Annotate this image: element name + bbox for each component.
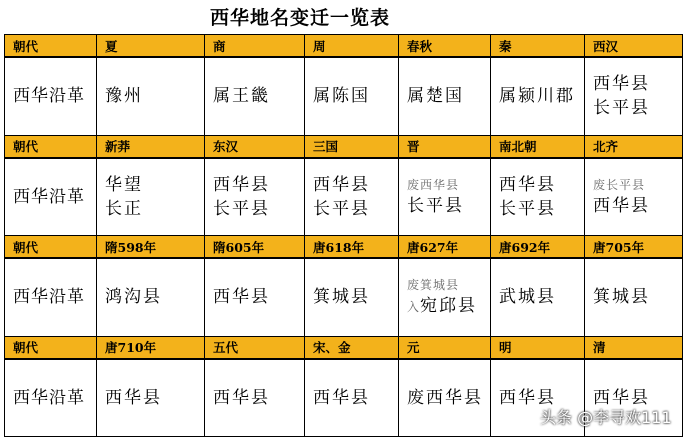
period-header-cell: 唐710年 — [97, 336, 205, 359]
header-row — [5, 35, 683, 58]
place-name-cell — [205, 258, 305, 336]
evolution-row — [5, 57, 683, 135]
body-label-cell: 西华沿革 — [5, 359, 97, 437]
row-label-cell: 朝代 — [5, 35, 97, 58]
place-name-text: 长平县 — [499, 198, 556, 219]
place-name-text: 属楚国 — [407, 86, 464, 107]
period-header-cell: 周 — [305, 35, 399, 58]
place-name-line — [313, 386, 398, 410]
place-name-cell — [585, 258, 683, 336]
place-name-line — [213, 173, 304, 197]
period-header-cell: 商 — [205, 35, 305, 58]
place-name-text: 西华县 — [313, 387, 370, 408]
period-header-cell: 新莽 — [97, 135, 205, 158]
place-name-line — [105, 173, 204, 197]
row-label-cell: 朝代 — [5, 336, 97, 359]
place-name-text: 长正 — [105, 198, 143, 219]
place-name-text: 属陈国 — [313, 86, 370, 107]
period-header-cell: 隋598年 — [97, 236, 205, 259]
period-header-cell: 元 — [399, 336, 491, 359]
period-header-cell: 北齐 — [585, 135, 683, 158]
place-name-text: 西华县 — [593, 195, 650, 216]
period-header-cell: 明 — [491, 336, 585, 359]
period-header-cell: 清 — [585, 336, 683, 359]
period-header-cell: 唐692年 — [491, 236, 585, 259]
evolution-row — [5, 258, 683, 336]
place-name-line — [313, 197, 398, 221]
place-name-line — [407, 84, 490, 108]
header-row — [5, 135, 683, 158]
period-header-cell: 西汉 — [585, 35, 683, 58]
place-name-line — [213, 386, 304, 410]
place-name-line — [105, 84, 204, 108]
place-name-line — [313, 84, 398, 108]
place-name-text: 西华县 — [213, 387, 270, 408]
evolution-row — [5, 158, 683, 236]
period-header-cell: 夏 — [97, 35, 205, 58]
place-name-line — [407, 386, 490, 410]
place-name-text: 长平县 — [407, 195, 464, 216]
place-name-text: 长平县 — [213, 198, 270, 219]
place-name-line — [499, 84, 584, 108]
place-name-line — [105, 285, 204, 309]
place-name-text: 华望 — [105, 174, 143, 195]
header-row — [5, 336, 683, 359]
row-label-cell: 朝代 — [5, 135, 97, 158]
place-name-cell — [97, 57, 205, 135]
period-header-cell: 唐618年 — [305, 236, 399, 259]
body-label-cell: 西华沿革 — [5, 57, 97, 135]
place-name-line — [593, 285, 682, 309]
place-name-line — [499, 197, 584, 221]
row-label-cell: 朝代 — [5, 236, 97, 259]
place-name-cell — [97, 359, 205, 437]
place-name-text: 属颍川郡 — [499, 86, 575, 107]
period-header-cell: 春秋 — [399, 35, 491, 58]
place-name-text: 鸿沟县 — [105, 287, 162, 308]
place-name-text: 西华县 — [593, 387, 650, 408]
dynasty-table — [4, 34, 683, 437]
place-name-text: 箕城县 — [593, 287, 650, 308]
watermark: 头条 @李寻欢111 — [540, 408, 672, 427]
period-header-cell: 晋 — [399, 135, 491, 158]
place-name-text: 西华县 — [105, 387, 162, 408]
body-label-cell: 西华沿革 — [5, 258, 97, 336]
place-name-cell — [399, 359, 491, 437]
place-name-cell — [585, 57, 683, 135]
place-name-line — [213, 84, 304, 108]
merge-prefix: 入 — [407, 299, 421, 314]
place-name-cell — [399, 258, 491, 336]
place-name-text: 长平县 — [313, 198, 370, 219]
place-name-line — [499, 285, 584, 309]
period-header-cell: 三国 — [305, 135, 399, 158]
place-name-text: 长平县 — [593, 98, 650, 119]
place-name-text: 属王畿 — [213, 86, 270, 107]
place-name-cell — [305, 258, 399, 336]
place-name-text: 西华县 — [499, 174, 556, 195]
place-name-text: 豫州 — [105, 86, 143, 107]
period-header-cell: 南北朝 — [491, 135, 585, 158]
place-name-text: 西华县 — [593, 74, 650, 95]
abolished-note: 废长平县 — [593, 177, 646, 192]
place-name-cell — [205, 359, 305, 437]
place-name-cell — [305, 359, 399, 437]
place-name-cell — [491, 158, 585, 236]
place-name-line — [593, 194, 682, 218]
period-header-cell: 唐627年 — [399, 236, 491, 259]
period-header-cell: 唐705年 — [585, 236, 683, 259]
body-label-cell: 西华沿革 — [5, 158, 97, 236]
place-name-line — [105, 197, 204, 221]
period-header-cell: 隋605年 — [205, 236, 305, 259]
place-name-cell — [205, 158, 305, 236]
place-name-text: 西华县 — [213, 174, 270, 195]
period-header-cell: 东汉 — [205, 135, 305, 158]
place-name-text: 西华县 — [313, 174, 370, 195]
place-name-cell — [205, 57, 305, 135]
period-header-cell: 秦 — [491, 35, 585, 58]
period-header-cell: 宋、金 — [305, 336, 399, 359]
place-name-line — [213, 197, 304, 221]
place-name-cell — [97, 258, 205, 336]
place-name-line — [313, 285, 398, 309]
place-name-text: 宛邱县 — [420, 295, 478, 316]
abolished-note: 废西华县 — [407, 177, 460, 192]
place-name-text: 废西华县 — [407, 387, 483, 408]
place-name-text: 武城县 — [499, 287, 556, 308]
place-name-cell — [97, 158, 205, 236]
place-name-cell — [399, 158, 491, 236]
place-name-cell — [491, 258, 585, 336]
place-name-line — [407, 194, 490, 218]
place-name-cell — [399, 57, 491, 135]
place-name-line — [499, 173, 584, 197]
place-name-line — [213, 285, 304, 309]
place-name-line — [593, 96, 682, 120]
header-row — [5, 236, 683, 259]
place-name-line — [407, 294, 490, 319]
place-name-line — [593, 72, 682, 96]
place-name-cell — [491, 57, 585, 135]
place-name-text: 箕城县 — [313, 287, 370, 308]
place-name-text: 西华县 — [213, 287, 270, 308]
period-header-cell: 五代 — [205, 336, 305, 359]
place-name-line — [105, 386, 204, 410]
place-name-cell — [305, 57, 399, 135]
place-name-line — [313, 173, 398, 197]
abolished-note: 废箕城县 — [407, 277, 460, 292]
page-title: 西华地名变迁一览表 — [209, 7, 390, 29]
place-name-cell — [305, 158, 399, 236]
place-name-text: 西华县 — [499, 387, 556, 408]
place-name-cell — [585, 158, 683, 236]
